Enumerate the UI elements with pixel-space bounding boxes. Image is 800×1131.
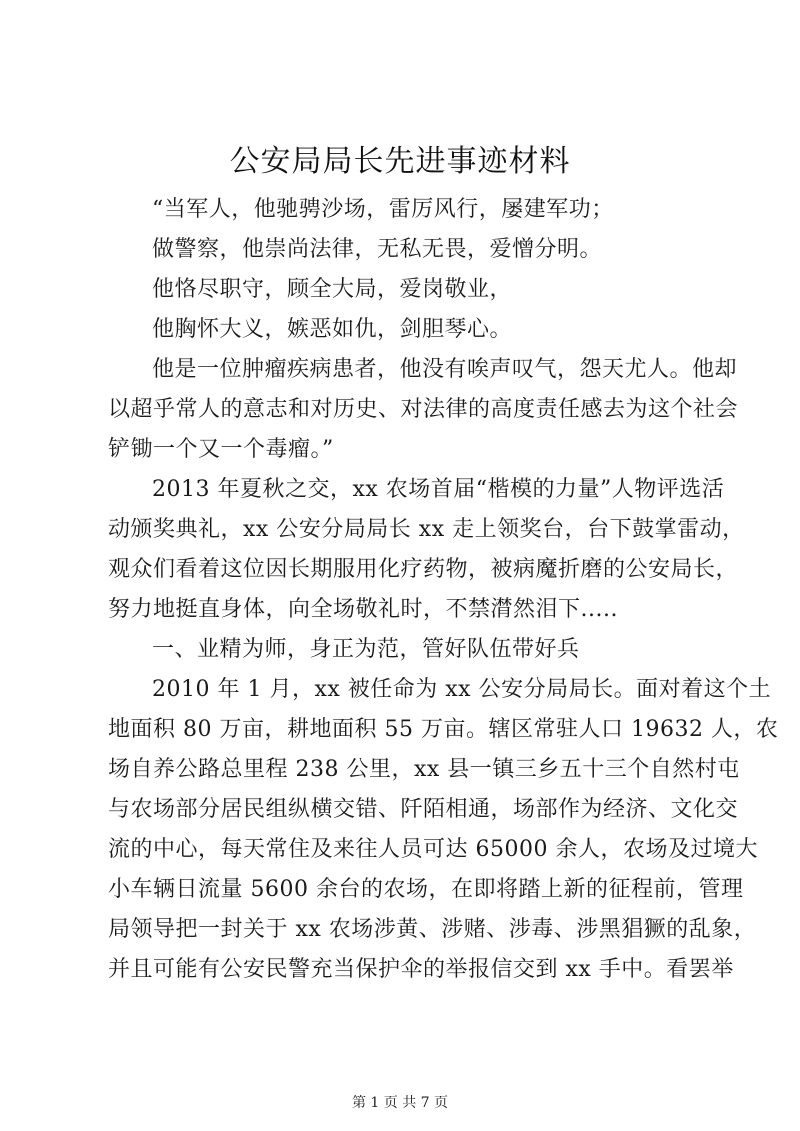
body-line: 一、业精为师，身正为范，管好队伍带好兵 [152, 637, 580, 662]
document-body [108, 190, 779, 990]
body-line: 观众们看着这位因长期服用化疗药物，被病魔折磨的公安局长， [108, 557, 739, 582]
body-line: 以超乎常人的意志和对历史、对法律的高度责任感去为这个社会 [108, 397, 739, 422]
body-line: 与农场部分居民组纵横交错、阡陌相通，场部作为经济、文化交 [108, 797, 739, 822]
body-line: 他恪尽职守，顾全大局，爱岗敬业， [152, 277, 513, 302]
body-line: 并且可能有公安民警充当保护伞的举报信交到 xx 手中。看罢举 [108, 957, 734, 982]
body-line: “当军人，他驰骋沙场，雷厉风行，屡建军功； [152, 197, 614, 222]
body-line: 铲锄一个又一个毒瘤。” [108, 437, 334, 462]
body-line: 局领导把一封关于 xx 农场涉黄、涉赌、涉毒、涉黑猖獗的乱象， [108, 917, 757, 942]
body-line: 他是一位肿瘤疾病患者，他没有唉声叹气，怨天尤人。他却 [152, 357, 738, 382]
body-line: 努力地挺直身体，向全场敬礼时，不禁潸然泪下..... [108, 597, 618, 622]
body-line: 场自养公路总里程 238 公里，xx 县一镇三乡五十三个自然村屯 [108, 757, 740, 782]
body-line: 流的中心，每天常住及来往人员可达 65000 余人，农场及过境大 [108, 837, 758, 862]
body-line: 动颁奖典礼，xx 公安分局局长 xx 走上领奖台，台下鼓掌雷动， [108, 517, 745, 542]
body-line: 小车辆日流量 5600 余台的农场，在即将踏上新的征程前，管理 [108, 877, 744, 902]
body-line: 2010 年 1 月，xx 被任命为 xx 公安分局局长。面对着这个土 [152, 677, 772, 702]
body-line: 他胸怀大义，嫉恶如仇，剑胆琴心。 [152, 317, 513, 342]
body-line: 2013 年夏秋之交，xx 农场首届“楷模的力量”人物评选活 [152, 477, 725, 502]
body-line: 地面积 80 万亩，耕地面积 55 万亩。辖区常驻人口 19632 人，农 [108, 717, 779, 742]
body-line: 做警察，他崇尚法律，无私无畏，爱憎分明。 [152, 237, 603, 262]
page-footer: 第 1 页 共 7 页 [351, 1095, 449, 1111]
document-title: 公安局局长先进事迹材料 [229, 144, 571, 179]
